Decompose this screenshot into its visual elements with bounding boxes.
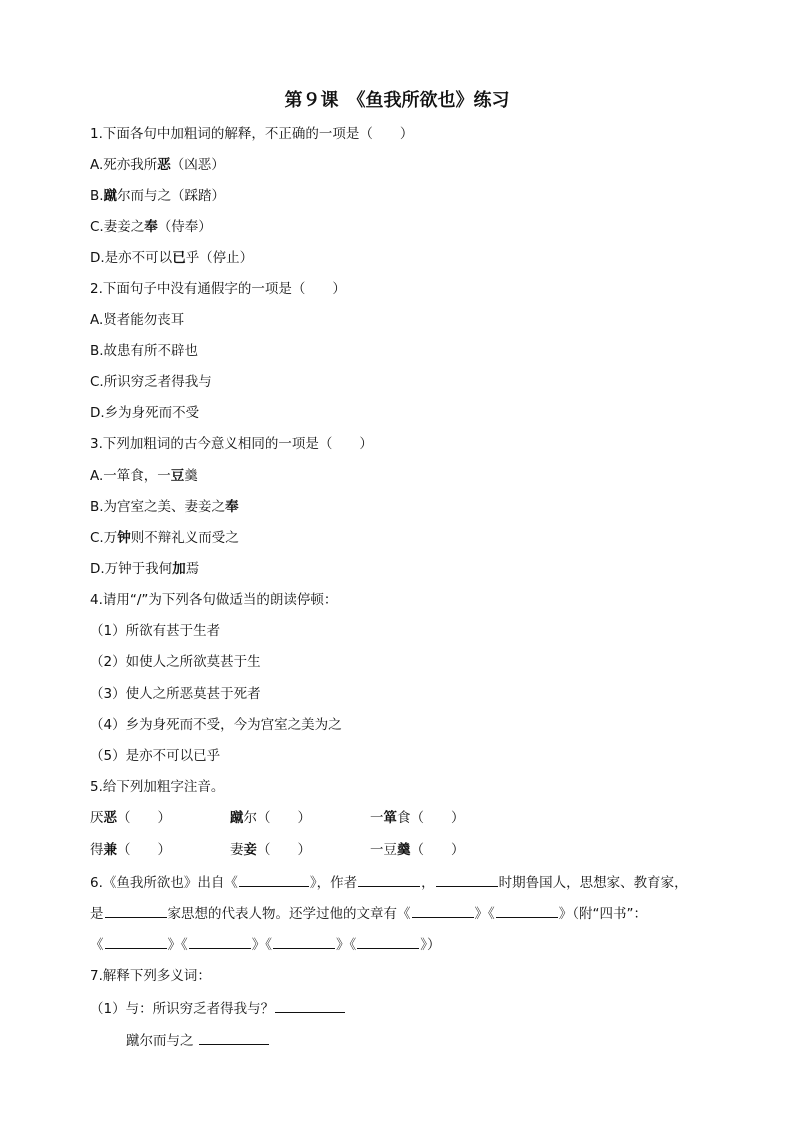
q5-item: 一箪食（ ） — [370, 810, 465, 826]
q2-option-c: C.所识穷乏者得我与 — [90, 374, 212, 390]
question-5-stem: 5.给下列加粗字注音。 — [90, 779, 225, 795]
q5-item: 一豆羹（ ） — [370, 842, 465, 858]
q3-option-d: D.万钟于我何加焉 — [90, 561, 200, 577]
q2-option-d: D.乡为身死而不受 — [90, 405, 200, 421]
q1-option-c: C.妻妾之奉（侍奉） — [90, 219, 212, 235]
blank-line — [358, 872, 420, 887]
q4-item-5: （5）是亦不可以已乎 — [90, 748, 221, 764]
blank-line — [273, 934, 335, 949]
blank-line — [105, 903, 167, 918]
q3-option-c: C.万钟则不辩礼义而受之 — [90, 530, 239, 546]
blank-line — [436, 872, 498, 887]
question-1-stem: 1.下面各句中加粗词的解释，不正确的一项是（ ） — [90, 126, 414, 142]
blank-line — [189, 934, 251, 949]
page-title: 第９课 《鱼我所欲也》练习 — [284, 90, 510, 111]
question-3-stem: 3.下列加粗词的古今意义相同的一项是（ ） — [90, 436, 373, 452]
question-6-line-3: 《 》《 》《 》《 》） — [90, 934, 441, 955]
question-6-line-2: 是 家思想的代表人物。还学过他的文章有《 》《 》（附“四书”： — [90, 903, 647, 924]
q4-item-2: （2）如使人之所欲莫甚于生 — [90, 654, 261, 670]
q1-option-d: D.是亦不可以已乎（停止） — [90, 250, 254, 266]
q7-item-1-b: 蹴尔而与之 — [126, 1030, 270, 1051]
question-2-stem: 2.下面句子中没有通假字的一项是（ ） — [90, 281, 346, 297]
blank-line — [239, 872, 309, 887]
q1-option-a: A.死亦我所恶（凶恶） — [90, 157, 225, 173]
q5-item: 蹴尔（ ） — [230, 810, 311, 826]
q5-item: 得兼（ ） — [90, 842, 171, 858]
blank-line — [275, 998, 345, 1013]
blank-line — [496, 903, 558, 918]
blank-line — [199, 1030, 269, 1045]
question-6-line-1: 6.《鱼我所欲也》出自《 》，作者 ， 时期鲁国人，思想家、教育家， — [90, 872, 688, 893]
q7-item-1: （1）与：所识穷乏者得我与？ — [90, 998, 346, 1019]
q4-item-3: （3）使人之所恶莫甚于死者 — [90, 686, 261, 702]
q4-item-4: （4）乡为身死而不受，今为宫室之美为之 — [90, 717, 342, 733]
question-7-stem: 7.解释下列多义词： — [90, 968, 211, 984]
q5-row-1 — [90, 808, 510, 828]
q4-item-1: （1）所欲有甚于生者 — [90, 623, 221, 639]
question-4-stem: 4.请用“/”为下列各句做适当的朗读停顿： — [90, 592, 338, 608]
blank-line — [357, 934, 419, 949]
q5-item: 妻妾（ ） — [230, 842, 311, 858]
q5-item: 厌恶（ ） — [90, 810, 171, 826]
q2-option-a: A.贤者能勿丧耳 — [90, 312, 185, 328]
q2-option-b: B.故患有所不辟也 — [90, 343, 199, 359]
blank-line — [105, 934, 167, 949]
blank-line — [412, 903, 474, 918]
q3-option-a: A.一箪食，一豆羹 — [90, 468, 198, 484]
q3-option-b: B.为宫室之美、妻妾之奉 — [90, 499, 239, 515]
q1-option-b: B.蹴尔而与之（踩踏） — [90, 188, 226, 204]
q5-row-2 — [90, 840, 510, 860]
